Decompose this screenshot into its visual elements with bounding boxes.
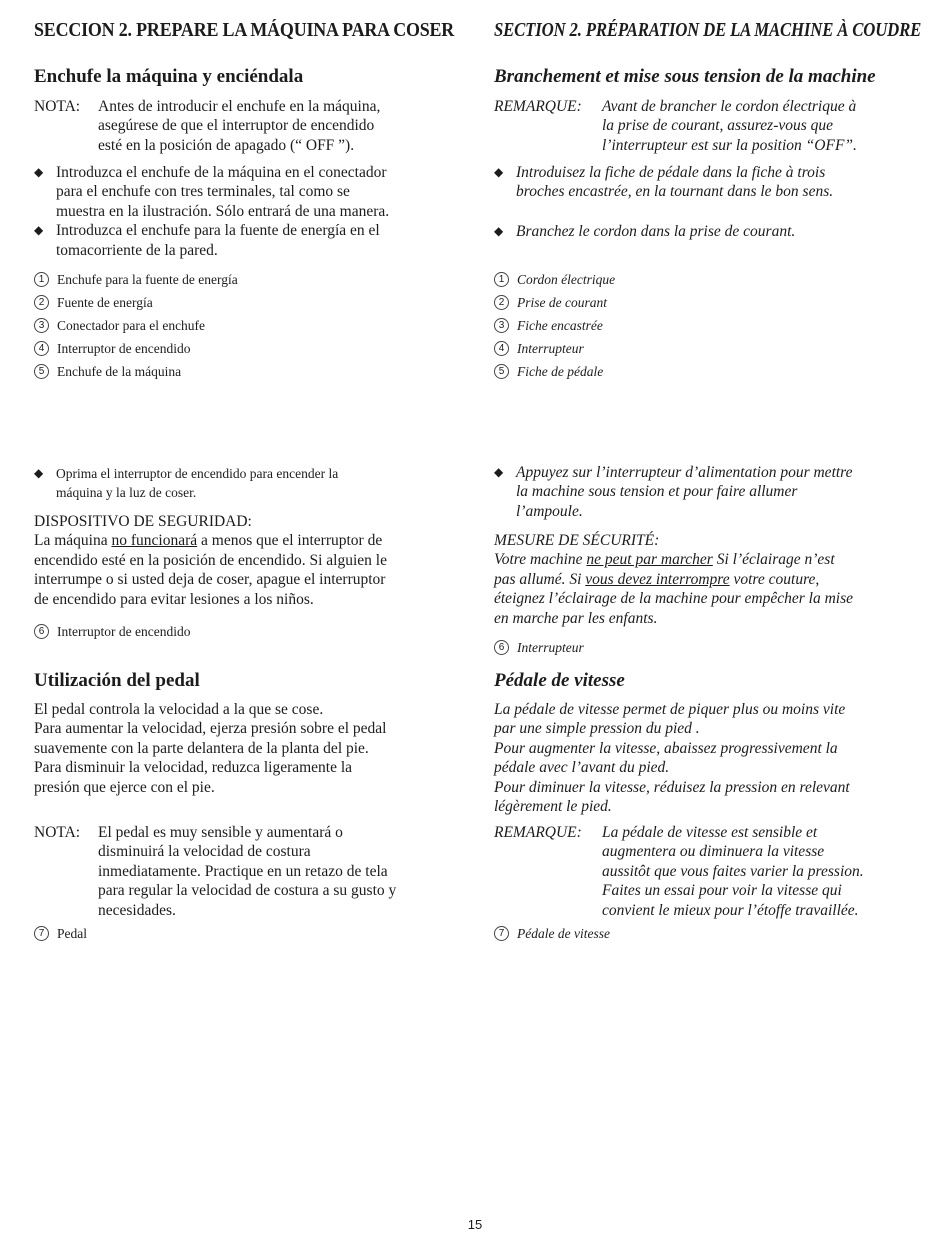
diamond-bullet-icon: ◆ — [494, 165, 504, 179]
bullet-text: Branchez le cordon dans la prise de courant. — [516, 222, 796, 240]
legend-item: 2 Prise de courant — [494, 291, 615, 314]
legend-item: 2 Fuente de energía — [34, 291, 238, 314]
legend-item: 4 Interrupteur — [494, 337, 615, 360]
note-pedal-fr — [494, 823, 930, 920]
legend-item-6-es: 6 Interruptor de encendido — [34, 620, 190, 643]
legend-list-fr — [494, 268, 615, 383]
diamond-bullet-icon: ◆ — [34, 165, 44, 179]
note-pedal-es — [34, 823, 474, 920]
legend-item-7-fr: 7 Pédale de vitesse — [494, 922, 610, 945]
safety-title: DISPOSITIVO DE SEGURIDAD: — [34, 513, 252, 530]
pedal-text-fr: La pédale de vitesse permet de piquer plus ou moins vite par une simple pression du pied . Pour augmenter la vitesse, abaissez progressivement la pédale avec l’avant du pied. Pour diminuer la vitesse, réduisez la pression en relevant légèrement le pied. — [494, 701, 850, 816]
diamond-bullet-icon: ◆ — [34, 466, 44, 480]
heading-plug-fr: Branchement et mise sous tension de la machine — [494, 66, 876, 87]
diamond-bullet-icon: ◆ — [494, 223, 504, 238]
note-text: La pédale de vitesse est sensible et augmentera ou diminuera la vitesse aussitôt que vous faites varier la pression. Faites un essai pour voir la vitesse qui convient le mieux pour l’étoffe travaillée. — [602, 824, 864, 919]
diamond-bullet-icon: ◆ — [494, 465, 504, 479]
section-title-es: SECCION 2. PREPARE LA MÁQUINA PARA COSER — [34, 20, 455, 41]
note-label: REMARQUE: — [494, 824, 582, 841]
heading-plug-es: Enchufe la máquina y enciéndala — [34, 66, 304, 87]
note-text: Avant de brancher le cordon électrique à la prise de courant, assurez-vous que l’interrupteur est sur la position “OFF”. — [602, 98, 857, 154]
heading-pedal-fr: Pédale de vitesse — [494, 670, 625, 691]
bullet-text: Introduzca el enchufe para la fuente de energía en el tomacorriente de la pared. — [56, 222, 380, 259]
legend-item: 5 Fiche de pédale — [494, 360, 615, 383]
diamond-bullet-icon: ◆ — [34, 223, 44, 238]
bullet-text: Oprima el interruptor de encendido para encender la máquina y la luz de coser. — [56, 466, 339, 500]
safety-title: MESURE DE SÉCURITÉ: — [494, 532, 660, 549]
bullets-plug-es — [34, 163, 474, 260]
heading-pedal-es: Utilización del pedal — [34, 670, 200, 691]
legend-item: 4 Interruptor de encendido — [34, 337, 238, 360]
note-text: Antes de introducir el enchufe en la máquina, asegúrese de que el interruptor de encendido esté en la posición de apagado (“ OFF ”). — [98, 98, 381, 154]
note-power-fr — [494, 97, 930, 155]
legend-item: 5 Enchufe de la máquina — [34, 360, 238, 383]
section-title-fr: SECTION 2. PRÉPARATION DE LA MACHINE À COUDRE — [494, 20, 922, 41]
legend-item-6-fr: 6 Interrupteur — [494, 636, 584, 659]
safety-fr — [494, 531, 930, 628]
bullet-text: Introduzca el enchufe de la máquina en el conectador para el enchufe con tres terminales, tal como se muestra en la ilustración. Sólo entrará de una manera. — [56, 164, 390, 220]
page-number: 15 — [467, 1217, 483, 1232]
safety-text: Votre machine ne peut par marcher Si l’éclairage n’est pas allumé. Si vous devez interrompre votre couture, éteignez l’éclairage de la machine pour empêcher la mise en marche par les enfants. — [494, 551, 853, 627]
note-label: NOTA: — [34, 98, 81, 115]
legend-list-es — [34, 268, 238, 383]
legend-item-7-es: 7 Pedal — [34, 922, 87, 945]
safety-text: La máquina no funcionará a menos que el interruptor de encendido esté en la posición de encendido. Si alguien le interrumpe o si usted deja de coser, apague el interruptor de encendido para evitar lesiones a los niños. — [34, 532, 387, 608]
bullets-plug-fr — [494, 163, 930, 241]
note-label: REMARQUE: — [494, 98, 582, 115]
note-power-es — [34, 97, 474, 155]
note-label: NOTA: — [34, 824, 81, 841]
bullet-text: Introduisez la fiche de pédale dans la fiche à trois broches encastrée, en la tournant dans le bon sens. — [516, 164, 834, 201]
note-text: El pedal es muy sensible y aumentará o disminuirá la velocidad de costura inmediatamente. Practique en un retazo de tela para regular la velocidad de costura a su gusto y necesidades. — [98, 824, 397, 919]
legend-item: 1 Enchufe para la fuente de energía — [34, 268, 238, 291]
bullet-switch-es — [34, 464, 474, 502]
bullet-text: Appuyez sur l’interrupteur d’alimentation pour mettre la machine sous tension et pour faire allumer l’ampoule. — [516, 464, 853, 520]
pedal-text-es: El pedal controla la velocidad a la que se cose. Para aumentar la velocidad, ejerza presión sobre el pedal suavemente con la parte delantera de la planta del pie. Para disminuir la velocidad, reduzca ligeramente la presión que ejerce con el pie. — [34, 701, 387, 796]
legend-item: 3 Fiche encastrée — [494, 314, 615, 337]
bullet-switch-fr — [494, 463, 930, 521]
safety-es — [34, 512, 474, 609]
legend-item: 3 Conectador para el enchufe — [34, 314, 238, 337]
legend-item: 1 Cordon électrique — [494, 268, 615, 291]
